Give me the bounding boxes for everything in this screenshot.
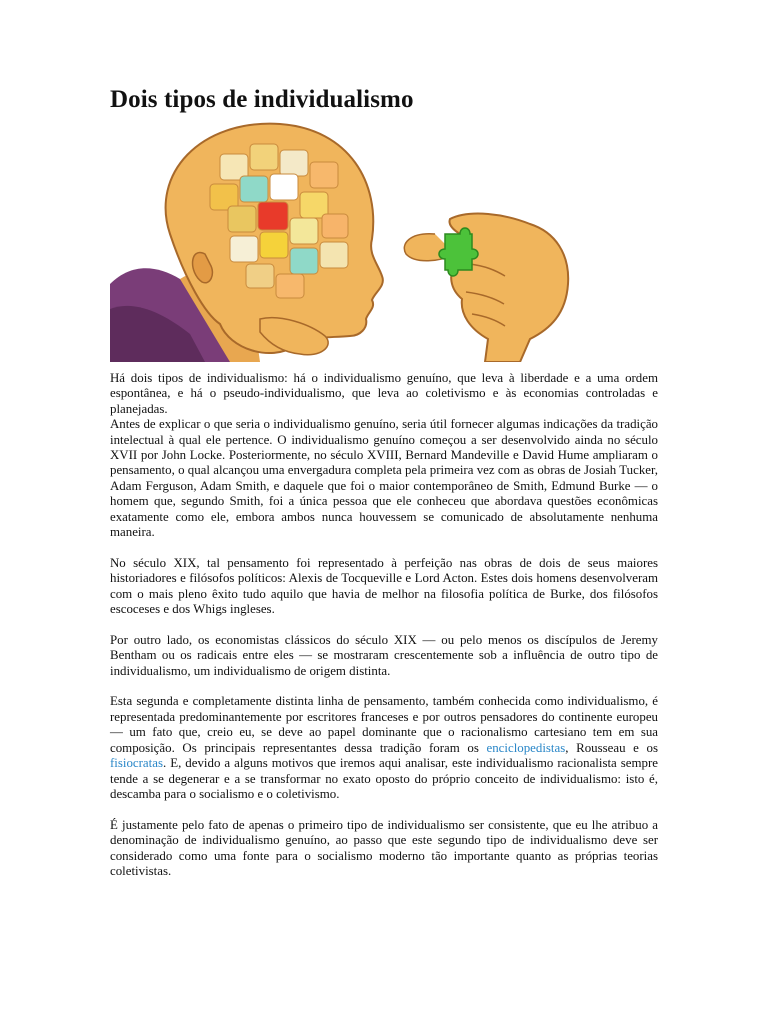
article-body bbox=[110, 371, 658, 879]
paragraph-1: Há dois tipos de individualismo: há o individualismo genuíno, que leva à liberdade e a uma ordem espontânea, e há o pseudo-individualismo, que leva ao coletivismo e às economias controladas e planejadas. bbox=[110, 371, 658, 416]
paragraph-4: Por outro lado, os economistas clássicos do século XIX — ou pelo menos os discípulos de Jeremy Bentham ou os radicais entre eles — se mostraram crescentemente sob a influência de outro tipo de individualismo, um individualismo de origem distinta. bbox=[110, 632, 658, 678]
paragraph-5-part-2: , Rousseau e os bbox=[565, 740, 658, 755]
link-fisiocratas[interactable]: fisiocratas bbox=[110, 756, 163, 771]
paragraph-3: No século XIX, tal pensamento foi representado à perfeição nas obras de dois de seus maiores historiadores e filósofos políticos: Alexis de Tocqueville e Lord Acton. Estes dois homens desenvolveram com o mais pleno êxito tudo aquilo que havia de melhor na filosofia política de Burke, dos filósofos escoceses e dos Whigs ingleses. bbox=[110, 555, 658, 617]
link-enciclopedistas[interactable]: enciclopedistas bbox=[486, 740, 566, 755]
paragraph-2: Antes de explicar o que seria o individualismo genuíno, seria útil fornecer algumas indicações da tradição intelectual à qual ele pertence. O individualismo genuíno começou a ser desenvolvido ainda no século XVII por John Locke. Posteriormente, no século XVIII, Bernard Mandeville e David Hume ampliaram o pensamento, o qual alcançou uma envergadura completa pela primeira vez com as obras de Josiah Tucker, Adam Ferguson, Adam Smith, e daquele que foi o maior contemporâneo de Smith, Edmund Burke — o homem que, segundo Smith, foi a única pessoa que ele conheceu que abordava questões econômicas exatamente como ele, embora ambos nunca houvessem se comunicado de absolutamente nenhuma maneira. bbox=[110, 417, 658, 540]
illustration-puzzle-head bbox=[110, 114, 575, 362]
green-puzzle-piece-icon bbox=[439, 228, 478, 276]
paragraph-5-part-3: . E, devido a alguns motivos que iremos aqui analisar, este individualismo racionalista sempre tende a se degenerar e a se transformar no exato oposto do próprio conceito de individualismo: isto é, descamba para o socialismo e o coletivismo. bbox=[110, 756, 658, 801]
hand-holding-piece bbox=[404, 214, 568, 362]
paragraph-5 bbox=[110, 694, 658, 802]
paragraph-5-part-1: Esta segunda e completamente distinta linha de pensamento, também conhecida como individualismo, é representada predominantemente por escritores franceses e por outros pensadores do continente europeu — um fato que, creio eu, se deve ao papel dominante que o racionalismo cartesiano tem em sua composição. Os principais representantes dessa tradição foram os bbox=[110, 694, 658, 755]
page-title: Dois tipos de individualismo bbox=[110, 86, 414, 113]
paragraph-6: É justamente pelo fato de apenas o primeiro tipo de individualismo ser consistente, que eu lhe atribuo a denominação de individualismo genuíno, ao passo que este segundo tipo de individualismo deve ser considerado como uma fonte para o socialismo moderno tão importante quanto as próprias teorias coletivistas. bbox=[110, 817, 658, 878]
